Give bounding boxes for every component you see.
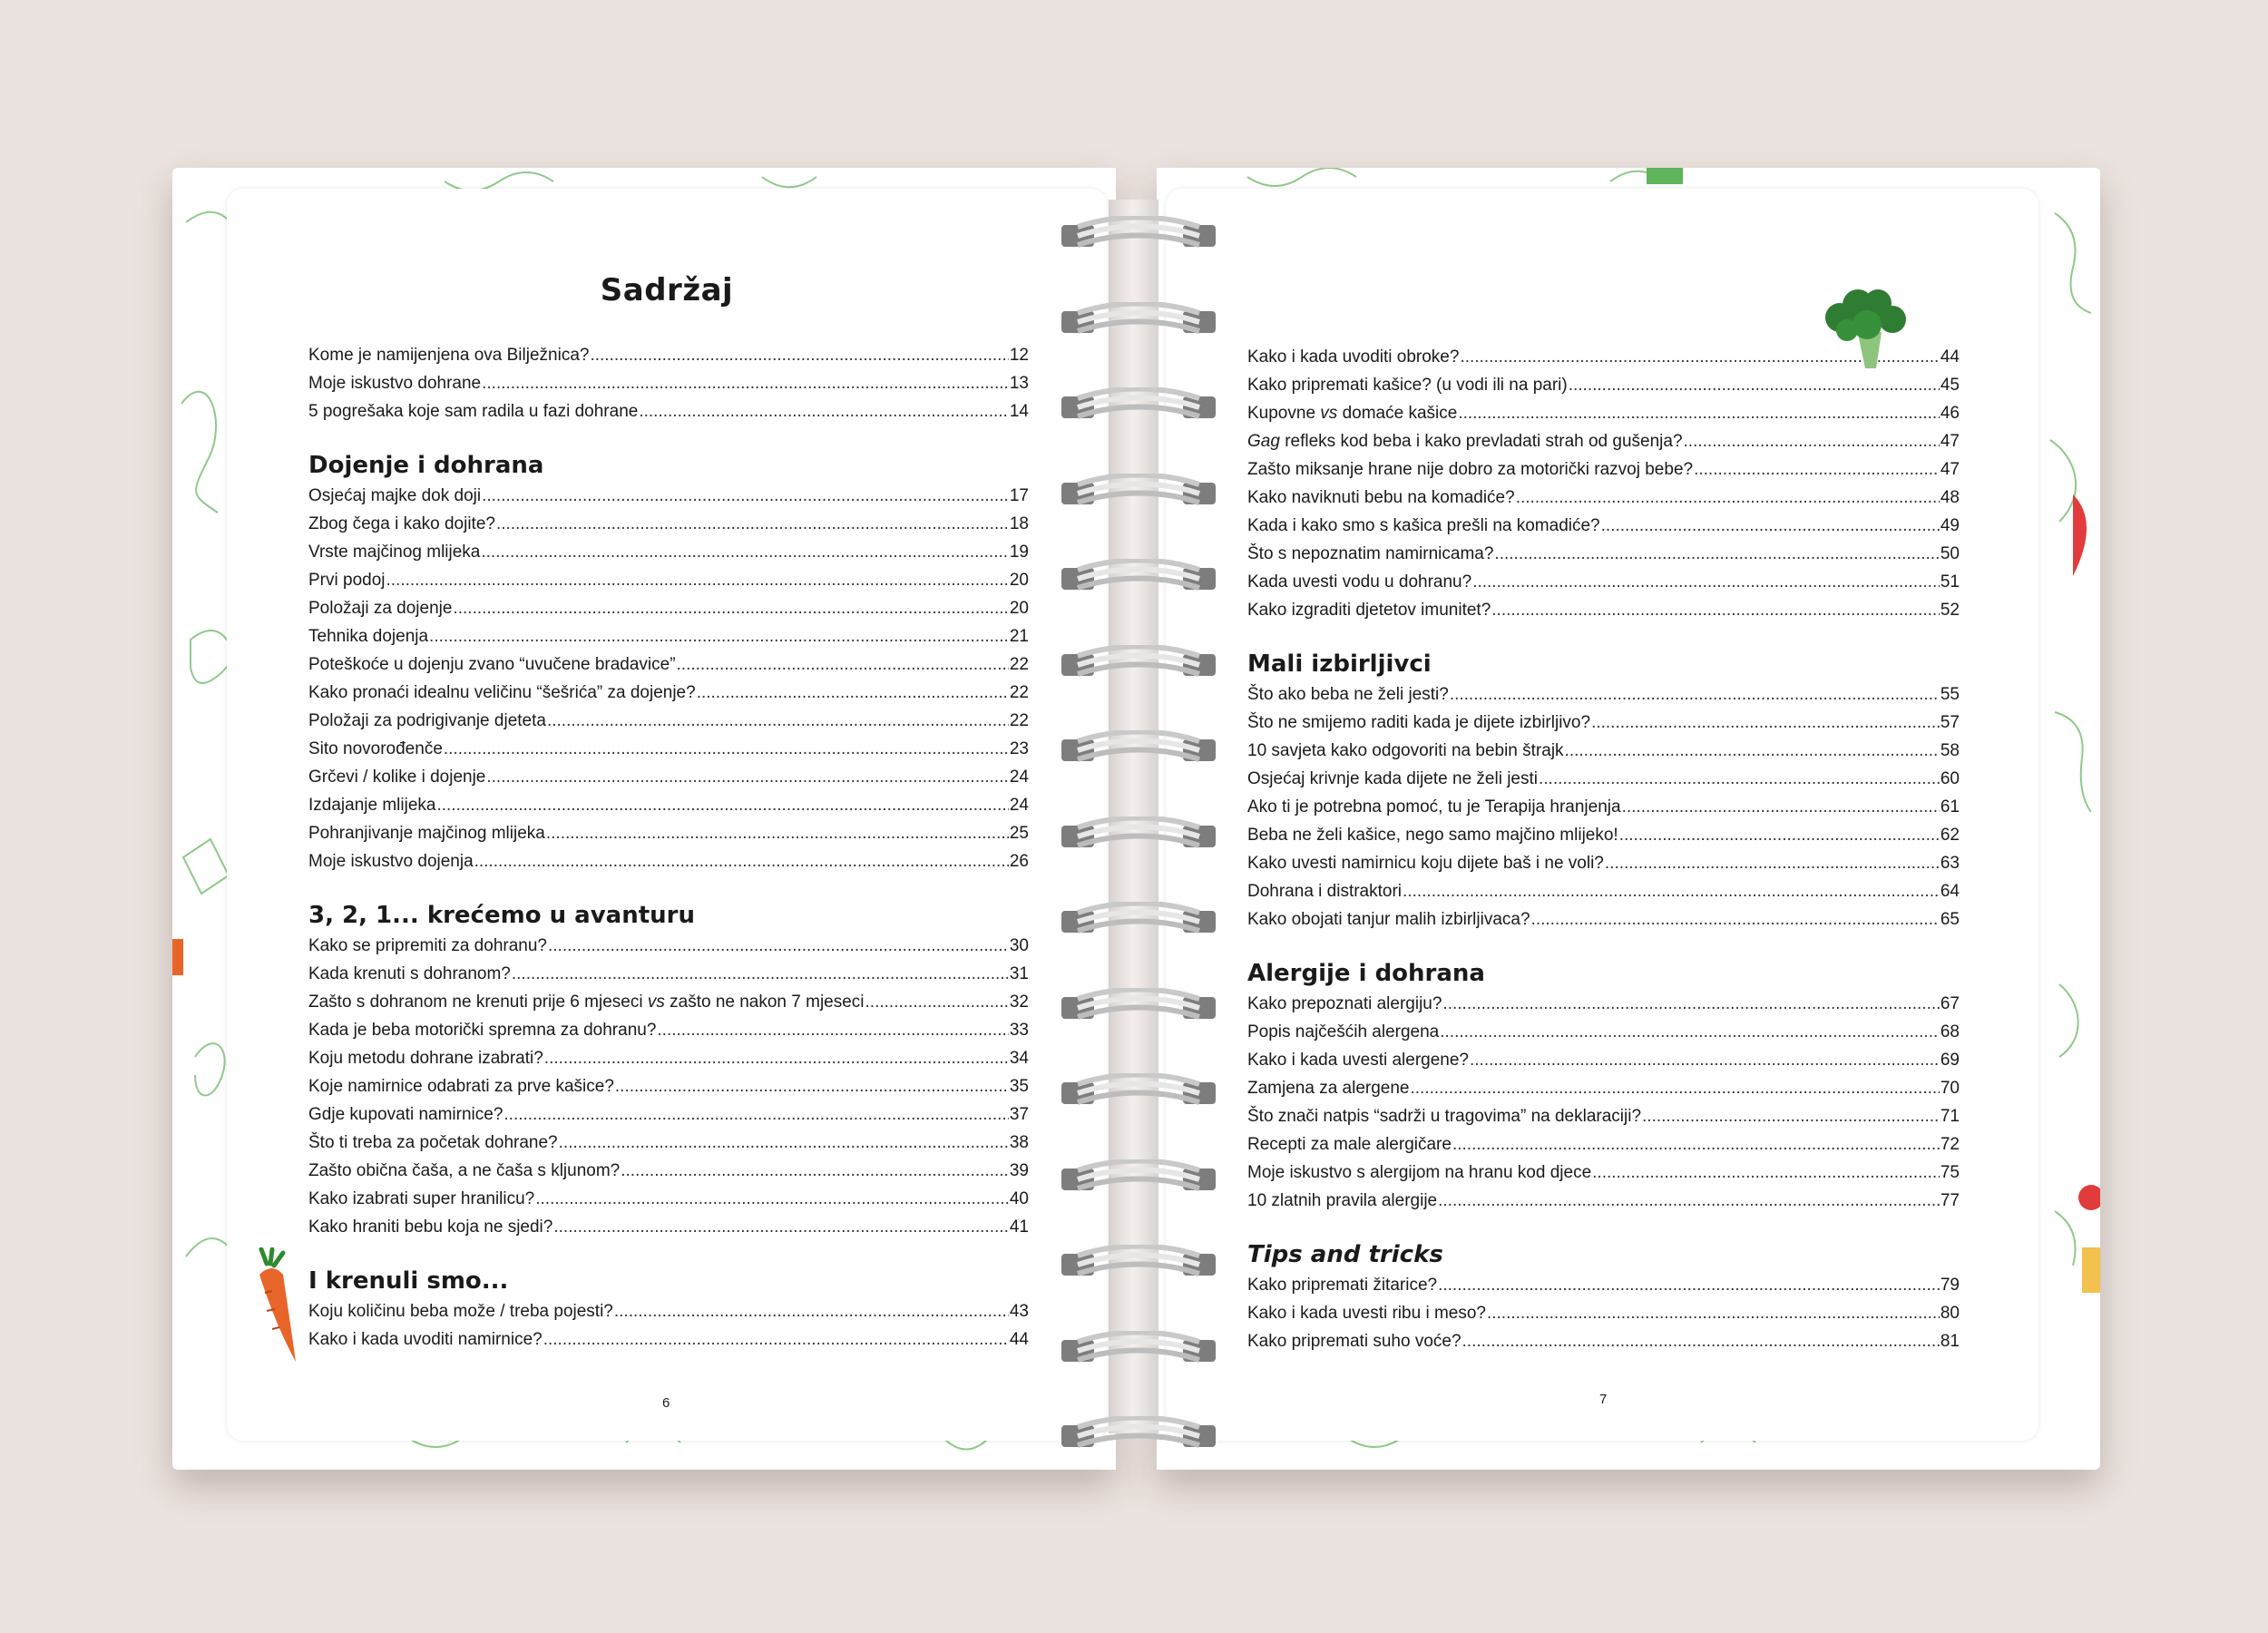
toc-entry[interactable] [308, 510, 1029, 538]
spiral-coil [1061, 730, 1216, 767]
toc-entry[interactable] [308, 735, 1029, 763]
entry-page-number: 50 [1940, 544, 1960, 563]
toc-entry[interactable] [1247, 1130, 1960, 1159]
entry-title: Sito novorođenče [308, 739, 443, 758]
dot-leader [1458, 399, 1940, 427]
entry-page-number: 51 [1940, 572, 1960, 592]
entry-page-number: 44 [1009, 1330, 1029, 1349]
entry-title: Kako uvesti namirnicu koju dijete baš i ne voli? [1247, 854, 1604, 873]
toc-entry[interactable] [1247, 990, 1960, 1018]
toc-section [308, 1265, 1029, 1354]
spiral-coil [1061, 1245, 1216, 1281]
toc-entry[interactable] [308, 1185, 1029, 1213]
dot-leader [1411, 1074, 1940, 1102]
entry-title: Tehnika dojenja [308, 627, 429, 646]
entry-title: Položaji za podrigivanje djeteta [308, 711, 546, 730]
toc-entry[interactable] [308, 1129, 1029, 1157]
dot-leader [1403, 877, 1940, 905]
entry-title: Gag refleks kod beba i kako prevladati strah od gušenja? [1247, 432, 1683, 451]
entry-title: 10 savjeta kako odgovoriti na bebin štrajk [1247, 741, 1564, 760]
toc-section [1247, 343, 1960, 624]
dot-leader [1452, 1130, 1940, 1159]
dot-leader [1440, 1018, 1940, 1046]
dot-leader [386, 566, 1009, 594]
toc-entry[interactable] [308, 482, 1029, 510]
dot-leader [865, 988, 1009, 1016]
toc-entry[interactable] [1247, 371, 1960, 399]
toc-entry[interactable] [1247, 540, 1960, 568]
dot-leader [535, 1185, 1009, 1213]
toc-page-right [1166, 189, 2038, 1441]
dot-leader [496, 510, 1009, 538]
entry-page-number: 60 [1940, 769, 1960, 788]
entry-page-number: 31 [1009, 964, 1029, 983]
toc-entry[interactable] [1247, 1327, 1960, 1355]
entry-title: Pohranjivanje majčinog mlijeka [308, 824, 545, 843]
toc-entry[interactable] [308, 1213, 1029, 1241]
dot-leader [1601, 512, 1940, 540]
entry-page-number: 19 [1009, 543, 1029, 562]
dot-leader [559, 1129, 1009, 1157]
entry-page-number: 80 [1940, 1304, 1960, 1323]
dot-leader [543, 1325, 1009, 1354]
entry-title: Kako izabrati super hranilicu? [308, 1189, 535, 1208]
dot-leader [1516, 484, 1940, 512]
toc-entry[interactable] [1247, 1102, 1960, 1130]
dot-leader [1539, 765, 1940, 793]
entry-title: Kada je beba motorički spremna za dohranu? [308, 1021, 657, 1040]
spiral-coil [1061, 816, 1216, 853]
dot-leader [553, 1213, 1009, 1241]
page-title: Sadržaj [600, 272, 734, 308]
entry-page-number: 61 [1940, 797, 1960, 816]
entry-title: Kako pronaći idealnu veličinu “šešrića” za dojenje? [308, 683, 696, 702]
toc-entry[interactable] [1247, 709, 1960, 737]
entry-title: Što ti treba za početak dohrane? [308, 1133, 558, 1152]
section-heading: I krenuli smo... [308, 1267, 509, 1295]
page-number: 7 [1599, 1392, 1608, 1407]
dot-leader [1531, 905, 1940, 934]
entry-page-number: 40 [1009, 1189, 1029, 1208]
entry-page-number: 75 [1940, 1163, 1960, 1182]
dot-leader [503, 1100, 1008, 1129]
entry-title: Koje namirnice odabrati za prve kašice? [308, 1077, 614, 1096]
dot-leader [1450, 680, 1940, 709]
dot-leader [677, 650, 1009, 679]
entry-page-number: 12 [1009, 346, 1029, 365]
toc-entry[interactable] [308, 650, 1029, 679]
entry-title: Što ne smijemo raditi kada je dijete izbirljivo? [1247, 713, 1591, 732]
entry-title: Kada i kako smo s kašica prešli na komadiće? [1247, 516, 1600, 535]
entry-title: Gdje kupovati namirnice? [308, 1105, 503, 1124]
dot-leader [697, 679, 1009, 707]
entry-page-number: 68 [1940, 1022, 1960, 1041]
spiral-coil [1061, 645, 1216, 681]
page-number: 6 [662, 1395, 670, 1411]
entry-title: Ako ti je potrebna pomoć, tu je Terapija hranjenja [1247, 797, 1621, 816]
entry-title: Kako hraniti bebu koja ne sjedi? [308, 1217, 553, 1237]
entry-page-number: 41 [1009, 1217, 1029, 1237]
entry-title: Što znači natpis “sadrži u tragovima” na deklaraciji? [1247, 1107, 1642, 1126]
toc-entry[interactable] [1247, 905, 1960, 934]
toc-entry[interactable] [1247, 399, 1960, 427]
dot-leader [481, 538, 1008, 566]
spiral-coil [1061, 559, 1216, 595]
toc-entry[interactable] [308, 679, 1029, 707]
toc-entry[interactable] [308, 594, 1029, 622]
entry-page-number: 37 [1009, 1105, 1029, 1124]
dot-leader [453, 594, 1008, 622]
entry-page-number: 22 [1009, 683, 1029, 702]
entry-page-number: 33 [1009, 1021, 1029, 1040]
entry-page-number: 38 [1009, 1133, 1029, 1152]
dot-leader [1605, 849, 1940, 877]
entry-page-number: 81 [1940, 1332, 1960, 1351]
entry-page-number: 18 [1009, 514, 1029, 533]
dot-leader [1470, 1046, 1940, 1074]
toc-entry[interactable] [308, 538, 1029, 566]
toc-entry[interactable] [308, 1016, 1029, 1044]
toc-entry[interactable] [1247, 512, 1960, 540]
dot-leader [548, 932, 1009, 960]
toc-entry[interactable] [1247, 1018, 1960, 1046]
toc-entry[interactable] [1247, 849, 1960, 877]
entry-title: Kada krenuti s dohranom? [308, 964, 511, 983]
entry-title: Moje iskustvo s alergijom na hranu kod djece [1247, 1163, 1592, 1182]
entry-page-number: 69 [1940, 1051, 1960, 1070]
entry-title: Kako i kada uvesti ribu i meso? [1247, 1304, 1486, 1323]
entry-title: Osjećaj majke dok doji [308, 486, 482, 505]
toc-entry[interactable] [1247, 680, 1960, 709]
dot-leader [1694, 455, 1940, 484]
toc-entry[interactable] [308, 1044, 1029, 1072]
entry-page-number: 44 [1940, 347, 1960, 367]
entry-title: Kako pripremati kašice? (u vodi ili na pari) [1247, 376, 1568, 395]
toc-entry[interactable] [308, 1325, 1029, 1354]
entry-title: Poteškoće u dojenju zvano “uvučene bradavice” [308, 655, 676, 674]
spiral-coil [1061, 474, 1216, 510]
spiral-coil [1061, 1159, 1216, 1196]
toc-section [1247, 648, 1960, 934]
entry-page-number: 71 [1940, 1107, 1960, 1126]
dot-leader [1591, 709, 1940, 737]
dot-leader [1619, 821, 1940, 849]
toc-section [1247, 957, 1960, 1215]
spiral-coil [1061, 988, 1216, 1024]
toc-entry[interactable] [1247, 568, 1960, 596]
toc-entry[interactable] [308, 341, 1029, 369]
section-heading: Mali izbirljivci [1247, 650, 1432, 678]
toc-entry[interactable] [308, 988, 1029, 1016]
section-heading: 3, 2, 1... krećemo u avanturu [308, 902, 695, 929]
entry-title: Kako obojati tanjur malih izbirljivaca? [1247, 910, 1530, 929]
entry-page-number: 49 [1940, 516, 1960, 535]
spiral-coil [1061, 1416, 1216, 1452]
toc-entry[interactable] [308, 397, 1029, 425]
entry-page-number: 65 [1940, 910, 1960, 929]
entry-page-number: 47 [1940, 432, 1960, 451]
entry-page-number: 39 [1009, 1161, 1029, 1180]
dot-leader [657, 1016, 1008, 1044]
entry-page-number: 64 [1940, 882, 1960, 901]
entry-page-number: 58 [1940, 741, 1960, 760]
toc-entry[interactable] [308, 707, 1029, 735]
dot-leader [482, 482, 1009, 510]
dot-leader [1491, 596, 1940, 624]
dot-leader [429, 622, 1009, 650]
dot-leader [1569, 371, 1940, 399]
entry-page-number: 57 [1940, 713, 1960, 732]
entry-title: Koju količinu beba može / treba pojesti? [308, 1302, 613, 1321]
dot-leader [436, 791, 1008, 819]
dot-leader [1642, 1102, 1940, 1130]
entry-page-number: 14 [1009, 402, 1029, 421]
entry-page-number: 46 [1940, 404, 1960, 423]
entry-title: Položaji za dojenje [308, 599, 453, 618]
toc-entry[interactable] [1247, 1187, 1960, 1215]
spiral-coil [1061, 902, 1216, 938]
entry-title: Zašto miksanje hrane nije dobro za motorički razvoj bebe? [1247, 460, 1694, 479]
toc-section [1247, 1238, 1960, 1355]
toc-entry[interactable] [308, 369, 1029, 397]
entry-title: Što s nepoznatim namirnicama? [1247, 544, 1494, 563]
toc-entry[interactable] [308, 763, 1029, 791]
toc-entry[interactable] [308, 566, 1029, 594]
entry-page-number: 22 [1009, 655, 1029, 674]
entry-page-number: 79 [1940, 1276, 1960, 1295]
toc-entry[interactable] [1247, 877, 1960, 905]
toc-section [308, 341, 1029, 425]
spiral-coil [1061, 302, 1216, 338]
dot-leader [1438, 1271, 1940, 1299]
dot-leader [615, 1072, 1009, 1100]
entry-title: 10 zlatnih pravila alergije [1247, 1191, 1438, 1210]
spiral-coil [1061, 1073, 1216, 1110]
entry-page-number: 77 [1940, 1191, 1960, 1210]
entry-page-number: 30 [1009, 936, 1029, 955]
dot-leader [1462, 1327, 1940, 1355]
entry-page-number: 25 [1009, 824, 1029, 843]
section-heading: Tips and tricks [1247, 1241, 1443, 1268]
toc-entry[interactable] [1247, 1271, 1960, 1299]
toc-entry[interactable] [1247, 821, 1960, 849]
dot-leader [1494, 540, 1939, 568]
toc-section [308, 449, 1029, 875]
entry-page-number: 67 [1940, 994, 1960, 1013]
entry-title: Popis najčešćih alergena [1247, 1022, 1440, 1041]
entry-title: Kupovne vs domaće kašice [1247, 404, 1458, 423]
spiral-coil [1061, 1331, 1216, 1367]
dot-leader [1565, 737, 1940, 765]
entry-page-number: 17 [1009, 486, 1029, 505]
carrot-illustration [247, 1247, 310, 1365]
entry-title: Zbog čega i kako dojite? [308, 514, 495, 533]
toc-entry[interactable] [1247, 765, 1960, 793]
entry-page-number: 32 [1009, 993, 1029, 1012]
toc-entry[interactable] [1247, 1046, 1960, 1074]
entry-title: 5 pogrešaka koje sam radila u fazi dohrane [308, 402, 639, 421]
toc-entry[interactable] [1247, 484, 1960, 512]
entry-page-number: 26 [1009, 852, 1029, 871]
dot-leader [639, 397, 1009, 425]
entry-page-number: 24 [1009, 768, 1029, 787]
entry-title: Kako naviknuti bebu na komadiće? [1247, 488, 1515, 507]
entry-title: Što ako beba ne želi jesti? [1247, 685, 1449, 704]
toc-entry[interactable] [1247, 596, 1960, 624]
spiral-coil [1061, 387, 1216, 424]
toc-entry[interactable] [308, 960, 1029, 988]
entry-page-number: 13 [1009, 374, 1029, 393]
entry-page-number: 23 [1009, 739, 1029, 758]
entry-title: Kako i kada uvesti alergene? [1247, 1051, 1469, 1070]
toc-entry[interactable] [308, 932, 1029, 960]
dot-leader [1487, 1299, 1940, 1327]
dot-leader [482, 369, 1009, 397]
toc-entry[interactable] [308, 622, 1029, 650]
dot-leader [1472, 568, 1940, 596]
entry-title: Koju metodu dohrane izabrati? [308, 1049, 543, 1068]
entry-title: Kako pripremati suho voće? [1247, 1332, 1461, 1351]
entry-title: Moje iskustvo dohrane [308, 374, 482, 393]
dot-leader [590, 341, 1008, 369]
section-heading: Dojenje i dohrana [308, 452, 544, 479]
entry-title: Kako i kada uvoditi obroke? [1247, 347, 1460, 367]
entry-title: Kada uvesti vodu u dohranu? [1247, 572, 1472, 592]
entry-title: Beba ne želi kašice, nego samo majčino mlijeko! [1247, 826, 1618, 845]
dot-leader [1592, 1159, 1940, 1187]
dot-leader [486, 763, 1008, 791]
entry-page-number: 24 [1009, 796, 1029, 815]
toc-entry[interactable] [308, 847, 1029, 875]
entry-title: Vrste majčinog mlijeka [308, 543, 481, 562]
dot-leader [544, 1044, 1009, 1072]
toc-entry[interactable] [308, 791, 1029, 819]
entry-page-number: 20 [1009, 599, 1029, 618]
entry-title: Kako se pripremiti za dohranu? [308, 936, 547, 955]
toc-entry[interactable] [1247, 793, 1960, 821]
entry-title: Kako i kada uvoditi namirnice? [308, 1330, 543, 1349]
toc-entry[interactable] [308, 1100, 1029, 1129]
entry-title: Kako pripremati žitarice? [1247, 1276, 1438, 1295]
toc-page-left [227, 189, 1107, 1441]
toc-entry[interactable] [1247, 455, 1960, 484]
dot-leader [1684, 427, 1940, 455]
entry-page-number: 48 [1940, 488, 1960, 507]
entry-title: Osjećaj krivnje kada dijete ne želi jesti [1247, 769, 1538, 788]
entry-title: Izdajanje mlijeka [308, 796, 436, 815]
broccoli-illustration [1822, 288, 1909, 372]
toc-entry[interactable] [1247, 427, 1960, 455]
dot-leader [1622, 793, 1940, 821]
entry-page-number: 72 [1940, 1135, 1960, 1154]
entry-title: Moje iskustvo dojenja [308, 852, 474, 871]
entry-title: Recepti za male alergičare [1247, 1135, 1452, 1154]
toc-entry[interactable] [1247, 737, 1960, 765]
entry-page-number: 22 [1009, 711, 1029, 730]
entry-title: Dohrana i distraktori [1247, 882, 1403, 901]
spiral-coil [1061, 216, 1216, 252]
dot-leader [512, 960, 1009, 988]
entry-title: Kako prepoznati alergiju? [1247, 994, 1442, 1013]
toc-entry[interactable] [1247, 1159, 1960, 1187]
entry-title: Zašto s dohranom ne krenuti prije 6 mjeseci vs zašto ne nakon 7 mjeseci [308, 993, 865, 1012]
entry-page-number: 47 [1940, 460, 1960, 479]
toc-entry[interactable] [308, 1297, 1029, 1325]
toc-entry[interactable] [308, 819, 1029, 847]
entry-page-number: 70 [1940, 1079, 1960, 1098]
toc-list [308, 341, 1029, 1354]
dot-leader [444, 735, 1009, 763]
entry-page-number: 52 [1940, 601, 1960, 620]
entry-title: Grčevi / kolike i dojenje [308, 768, 486, 787]
entry-page-number: 20 [1009, 571, 1029, 590]
entry-page-number: 21 [1009, 627, 1029, 646]
entry-title: Prvi podoj [308, 571, 386, 590]
toc-section [308, 899, 1029, 1241]
dot-leader [546, 819, 1009, 847]
toc-entry[interactable] [308, 1157, 1029, 1185]
section-heading: Alergije i dohrana [1247, 960, 1485, 987]
entry-page-number: 63 [1940, 854, 1960, 873]
dot-leader [614, 1297, 1009, 1325]
dot-leader [1442, 990, 1939, 1018]
dot-leader [1438, 1187, 1940, 1215]
entry-page-number: 45 [1940, 376, 1960, 395]
toc-entry[interactable] [1247, 1299, 1960, 1327]
dot-leader [474, 847, 1009, 875]
entry-page-number: 43 [1009, 1302, 1029, 1321]
toc-entry[interactable] [308, 1072, 1029, 1100]
entry-page-number: 55 [1940, 685, 1960, 704]
entry-page-number: 34 [1009, 1049, 1029, 1068]
entry-title: Zašto obična čaša, a ne čaša s kljunom? [308, 1161, 621, 1180]
entry-page-number: 35 [1009, 1077, 1029, 1096]
toc-list [1247, 343, 1960, 1355]
dot-leader [621, 1157, 1009, 1185]
entry-title: Kome je namijenjena ova Bilježnica? [308, 346, 590, 365]
dot-leader [547, 707, 1009, 735]
entry-page-number: 62 [1940, 826, 1960, 845]
entry-title: Kako izgraditi djetetov imunitet? [1247, 601, 1491, 620]
toc-entry[interactable] [1247, 1074, 1960, 1102]
entry-title: Zamjena za alergene [1247, 1079, 1410, 1098]
